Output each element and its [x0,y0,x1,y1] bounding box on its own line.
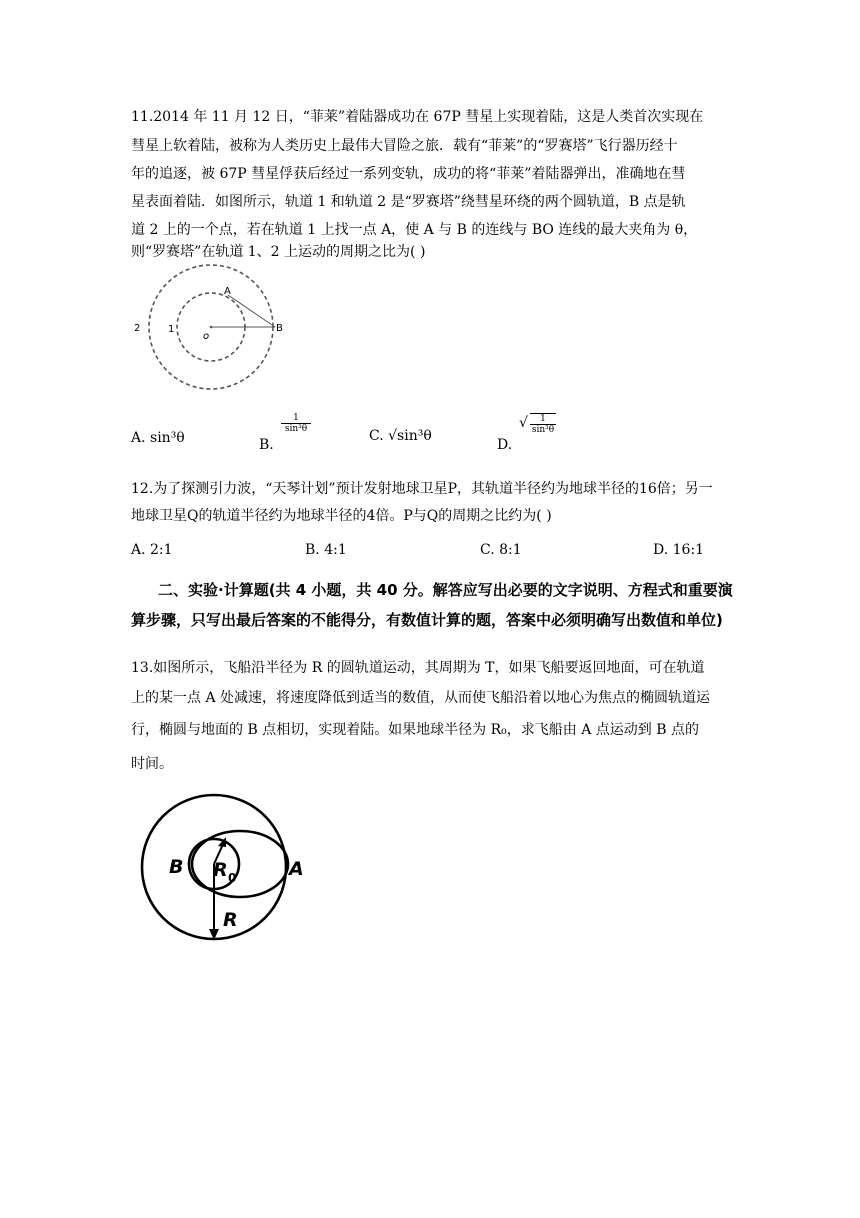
label-a: A [224,286,231,297]
label-a: A [289,858,304,880]
q11-line5: 道 2 上的一个点，若在轨道 1 上找一点 A，使 A 与 B 的连线与 BO 连线的最大夹角为 θ， [131,222,698,238]
label-o: o [203,331,210,342]
label-r0: R [213,859,228,881]
label-r0-subscript: 0 [228,871,237,885]
q12-option-c: C. 8:1 [480,542,522,558]
q11-line4: 星表面着陆．如图所示，轨道 1 和轨道 2 是“罗赛塔”绕彗星环绕的两个圆轨道，B 点是轨 [131,194,686,210]
q11-option-c: C. √sin³θ [369,428,432,444]
q13-line4: 时间。 [131,756,173,772]
q12-option-b: B. 4:1 [305,542,347,558]
section-heading-line2: 算步骤，只写出最后答案的不能得分，有数值计算的题，答案中必须明确写出数值和单位) [131,611,723,629]
label-b: B [169,856,184,878]
q13-line2: 上的某一点 A 处减速，将速度降低到适当的数值，从而使飞船沿着以地心为焦点的椭圆轨道运 [131,690,711,706]
label-orbit-1: 1 [168,324,175,335]
q11-option-b-numerator: 1 [281,413,311,424]
q11-option-d-prefix: D. [497,437,513,453]
q11-orbit-figure [128,262,288,412]
q11-line2: 彗星上软着陆，被称为人类历史上最伟大冒险之旅．载有“菲莱”的“罗赛塔”飞行器历经十 [131,138,678,154]
q11-option-d-denominator: sin³θ [531,425,555,435]
sqrt-icon: √ [519,415,528,431]
section-heading-line1: 二、实验·计算题(共 4 小题，共 40 分。解答应写出必要的文字说明、方程式和重要演 [158,581,733,599]
q13-line1: 13.如图所示，飞船沿半径为 R 的圆轨道运动，其周期为 T，如果飞船要返回地面，可在轨道 [131,660,705,676]
label-b: B [276,323,283,334]
q11-option-a: A. sin³θ [131,430,185,446]
q11-line6: 则“罗赛塔”在轨道 1、2 上运动的周期之比为( ) [131,244,426,260]
q13-line3: 行，椭圆与地面的 B 点相切，实现着陆。如果地球半径为 R₀，求飞船由 A 点运动到 B 点的 [131,722,699,738]
q11-line1: 11.2014 年 11 月 12 日，“菲莱”着陆器成功在 67P 彗星上实现着陆，这是人类首次实现在 [131,109,704,125]
q11-option-d-numerator: 1 [530,414,556,425]
center-dot [210,326,213,329]
q12-line1: 12.为了探测引力波，“天琴计划”预计发射地球卫星P，其轨道半径约为地球半径的16倍；另一 [131,481,713,497]
q12-option-d: D. 16:1 [653,542,705,558]
q13-orbit-figure [140,790,304,950]
q12-option-a: A. 2:1 [131,542,173,558]
label-orbit-2: 2 [134,323,141,334]
q11-option-b-prefix: B. [259,437,274,453]
q12-line2: 地球卫星Q的轨道半径约为地球半径的4倍。P与Q的周期之比约为( ) [131,508,552,524]
label-r: R [223,909,238,931]
q11-option-b-denominator: sin³θ [284,424,308,434]
q11-line3: 年的追逐，被 67P 彗星俘获后经过一系列变轨，成功的将“菲莱”着陆器弹出，准确地在彗 [131,166,686,182]
line-ab [228,295,275,327]
